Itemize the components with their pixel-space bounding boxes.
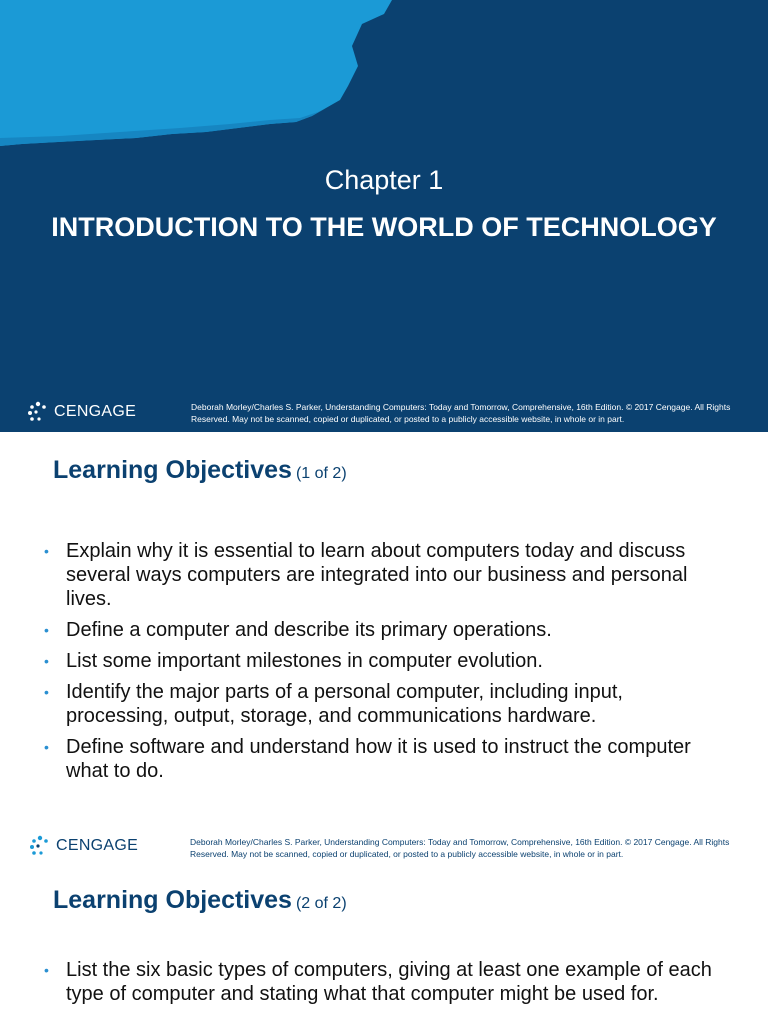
slide-heading [53,456,347,485]
slide-heading [53,886,347,915]
bullet-dot-icon: • [44,622,49,638]
objectives-list [44,539,724,790]
cengage-wordmark: CENGAGE [54,403,137,420]
list-item [44,735,724,783]
page-indicator: (2 of 2) [295,895,347,912]
chapter-title: INTRODUCTION TO THE WORLD OF TECHNOLOGY [51,212,717,242]
heading-text: Learning Objectives [53,456,292,484]
objectives-list [44,958,724,1013]
bullet-dot-icon: • [44,653,49,669]
bullet-dot-icon: • [44,543,49,559]
bullet-dot-icon: • [44,684,49,700]
cengage-dots-icon [27,401,49,423]
chapter-label: Chapter 1 [324,165,444,195]
copyright-notice: Deborah Morley/Charles S. Parker, Understanding Computers: Today and Tomorrow, Comprehensive, 16th Edition. © 2017 Cengage. All Rights Reserved. May not be scanned, copied or duplicated, or posted to a publicly accessible website, in whole or in part. [191,402,731,424]
list-item [44,539,724,611]
list-item-text: Define software and understand how it is used to instruct the computer what to do. [66,736,691,782]
page-indicator: (1 of 2) [295,465,347,482]
list-item [44,649,724,673]
copyright-notice: Deborah Morley/Charles S. Parker, Understanding Computers: Today and Tomorrow, Comprehensive, 16th Edition. © 2017 Cengage. All Rights Reserved. May not be scanned, copied or duplicated, or posted to a publicly accessible website, in whole or in part. [190,837,730,859]
cengage-logo [27,401,136,423]
list-item [44,680,724,728]
list-item-text: List some important milestones in computer evolution. [66,650,543,672]
bullet-dot-icon: • [44,739,49,755]
bullet-dot-icon: • [44,962,49,978]
list-item-text: List the six basic types of computers, giving at least one example of each type of computer and stating what that computer might be used for. [66,959,712,1005]
objectives-slide-1 [0,432,768,862]
heading-text: Learning Objectives [53,886,292,914]
list-item [44,958,724,1006]
title-slide [0,0,768,432]
cengage-wordmark: CENGAGE [56,837,139,854]
objectives-slide-2 [0,862,768,1024]
list-item-text: Define a computer and describe its primary operations. [66,619,552,641]
cengage-dots-icon [29,835,51,857]
cengage-logo [29,835,138,857]
list-item-text: Identify the major parts of a personal computer, including input, processing, output, storage, and communications hardware. [66,681,623,727]
list-item [44,618,724,642]
list-item-text: Explain why it is essential to learn about computers today and discuss several ways computers are integrated into our business and personal lives. [66,540,688,610]
